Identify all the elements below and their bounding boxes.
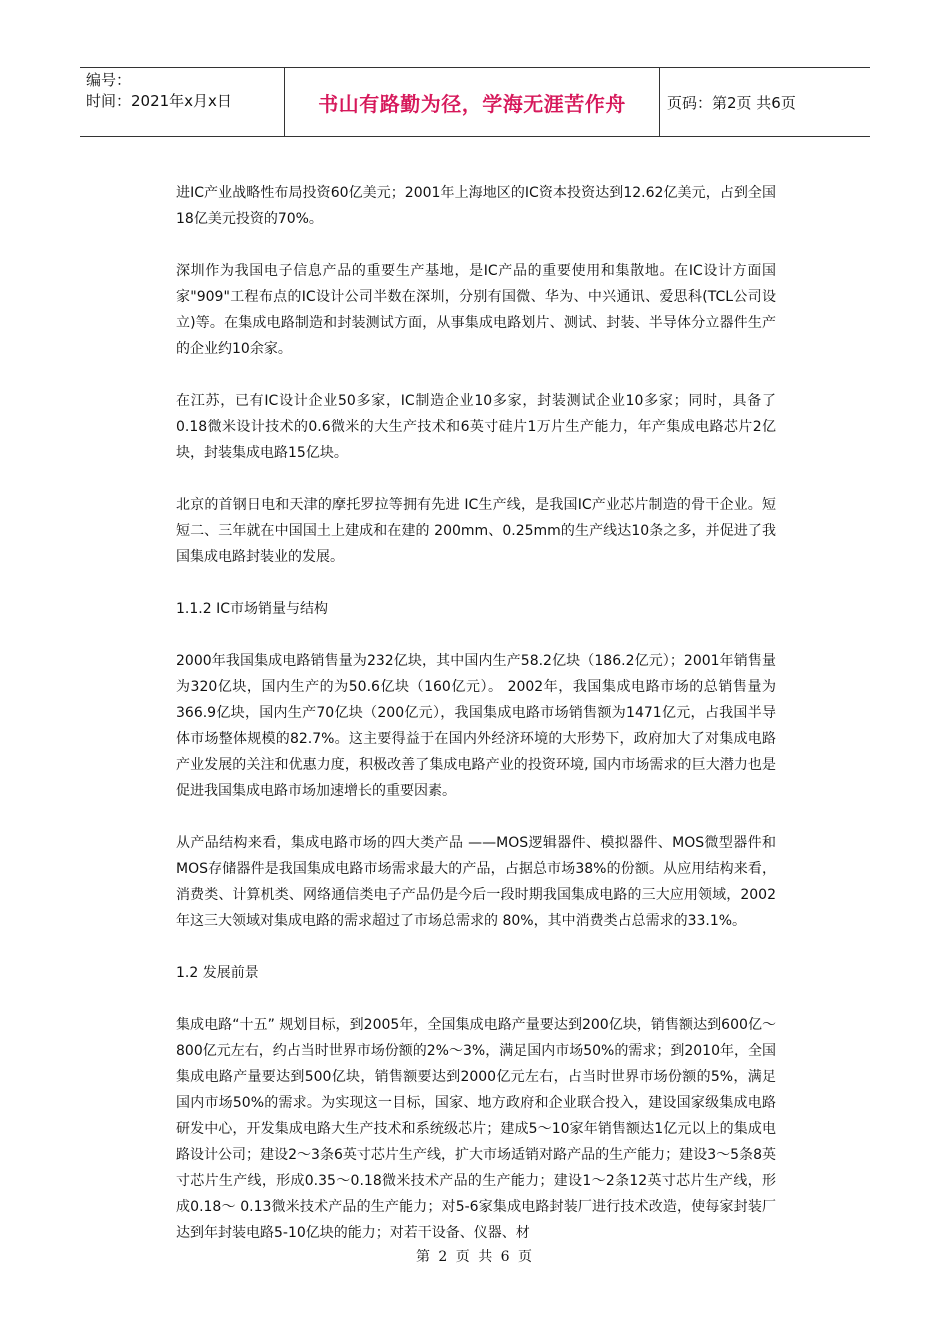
document-header bbox=[80, 67, 870, 137]
header-meta bbox=[80, 68, 284, 136]
paragraph-market-sales: 2000年我国集成电路销售量为232亿块，其中国内生产58.2亿块（186.2亿元）；2001年销售量为320亿块，国内生产的为50.6亿块（160亿元）。 2002年，我国集成电路市场的总销售量为366.9亿块，国内生产70亿块（200亿元），我国集成电路市场销售额为1471亿元，占我国半导体市场整体规模的82.7%。这主要得益于在国内外经济环境的大形势下，政府加大了对集成电路产业发展的关注和优惠力度，积极改善了集成电路产业的投资环境, 国内市场需求的巨大潜力也是促进我国集成电路市场加速增长的重要因素。 bbox=[176, 653, 776, 799]
document-number-label: 编号： bbox=[86, 71, 132, 89]
document-time-label: 时间：2021年x月x日 bbox=[86, 92, 232, 110]
paragraph-product-structure: 从产品结构来看，集成电路市场的四大类产品 ——MOS逻辑器件、模拟器件、MOS微型器件和MOS存储器件是我国集成电路市场需求最大的产品，占据总市场38%的份额。从应用结构来看，消费类、计算机类、网络通信类电子产品仍是今后一段时期我国集成电路的三大应用领域，2002年这三大领域对集成电路的需求超过了市场总需求的 80%，其中消费类占总需求的33.1%。 bbox=[176, 835, 776, 929]
header-motto: 书山有路勤为径，学海无涯苦作舟 bbox=[284, 68, 660, 136]
paragraph-beijing-tianjin: 北京的首钢日电和天津的摩托罗拉等拥有先进 IC生产线，是我国IC产业芯片制造的骨干企业。短短二、三年就在中国国土上建成和在建的 200mm、0.25mm的生产线达10条之多，并促进了我国集成电路封装业的发展。 bbox=[176, 497, 776, 565]
document-body bbox=[176, 180, 776, 1272]
section-heading-market: 1.1.2 IC市场销量与结构 bbox=[176, 601, 328, 617]
paragraph-shenzhen: 深圳作为我国电子信息产品的重要生产基地，是IC产品的重要使用和集散地。在IC设计方面国家"909"工程布点的IC设计公司半数在深圳，分别有国微、华为、中兴通讯、爱思科(TCL公司设立)等。在集成电路制造和封装测试方面，从事集成电路划片、测试、封装、半导体分立器件生产的企业约10余家。 bbox=[176, 263, 776, 357]
paragraph-shanghai-investment: 进IC产业战略性布局投资60亿美元；2001年上海地区的IC资本投资达到12.62亿美元，占到全国18亿美元投资的70%。 bbox=[176, 185, 776, 227]
header-page-info: 页码：第2页 共6页 bbox=[667, 93, 796, 112]
paragraph-jiangsu: 在江苏，已有IC设计企业50多家，IC制造企业10多家，封装测试企业10多家；同时，具备了0.18微米设计技术的0.6微米的大生产技术和6英寸硅片1万片生产能力，年产集成电路芯片2亿块，封装集成电路15亿块。 bbox=[176, 393, 776, 461]
page-footer: 第 2 页 共 6 页 bbox=[415, 1249, 535, 1265]
section-heading-outlook: 1.2 发展前景 bbox=[176, 965, 259, 981]
paragraph-plan-goals: 集成电路“十五” 规划目标，到2005年，全国集成电路产量要达到200亿块，销售额达到600亿～800亿元左右，约占当时世界市场份额的2%～3%，满足国内市场50%的需求；到2010年，全国集成电路产量要达到500亿块，销售额要达到2000亿元左右，占当时世界市场份额的5%，满足国内市场50%的需求。为实现这一目标，国家、地方政府和企业联合投入，建设国家级集成电路研发中心，开发集成电路大生产技术和系统级芯片；建成5～10家年销售额达1亿元以上的集成电路设计公司；建设2～3条6英寸芯片生产线，扩大市场适销对路产品的生产能力；建设3～5条8英寸芯片生产线，形成0.35～0.18微米技术产品的生产能力；建设1～2条12英寸芯片生产线，形成0.18～ 0.13微米技术产品的生产能力；对5-6家集成电路封装厂进行技术改造，使每家封装厂达到年封装电路5-10亿块的能力；对若干设备、仪器、材 bbox=[176, 1017, 776, 1241]
